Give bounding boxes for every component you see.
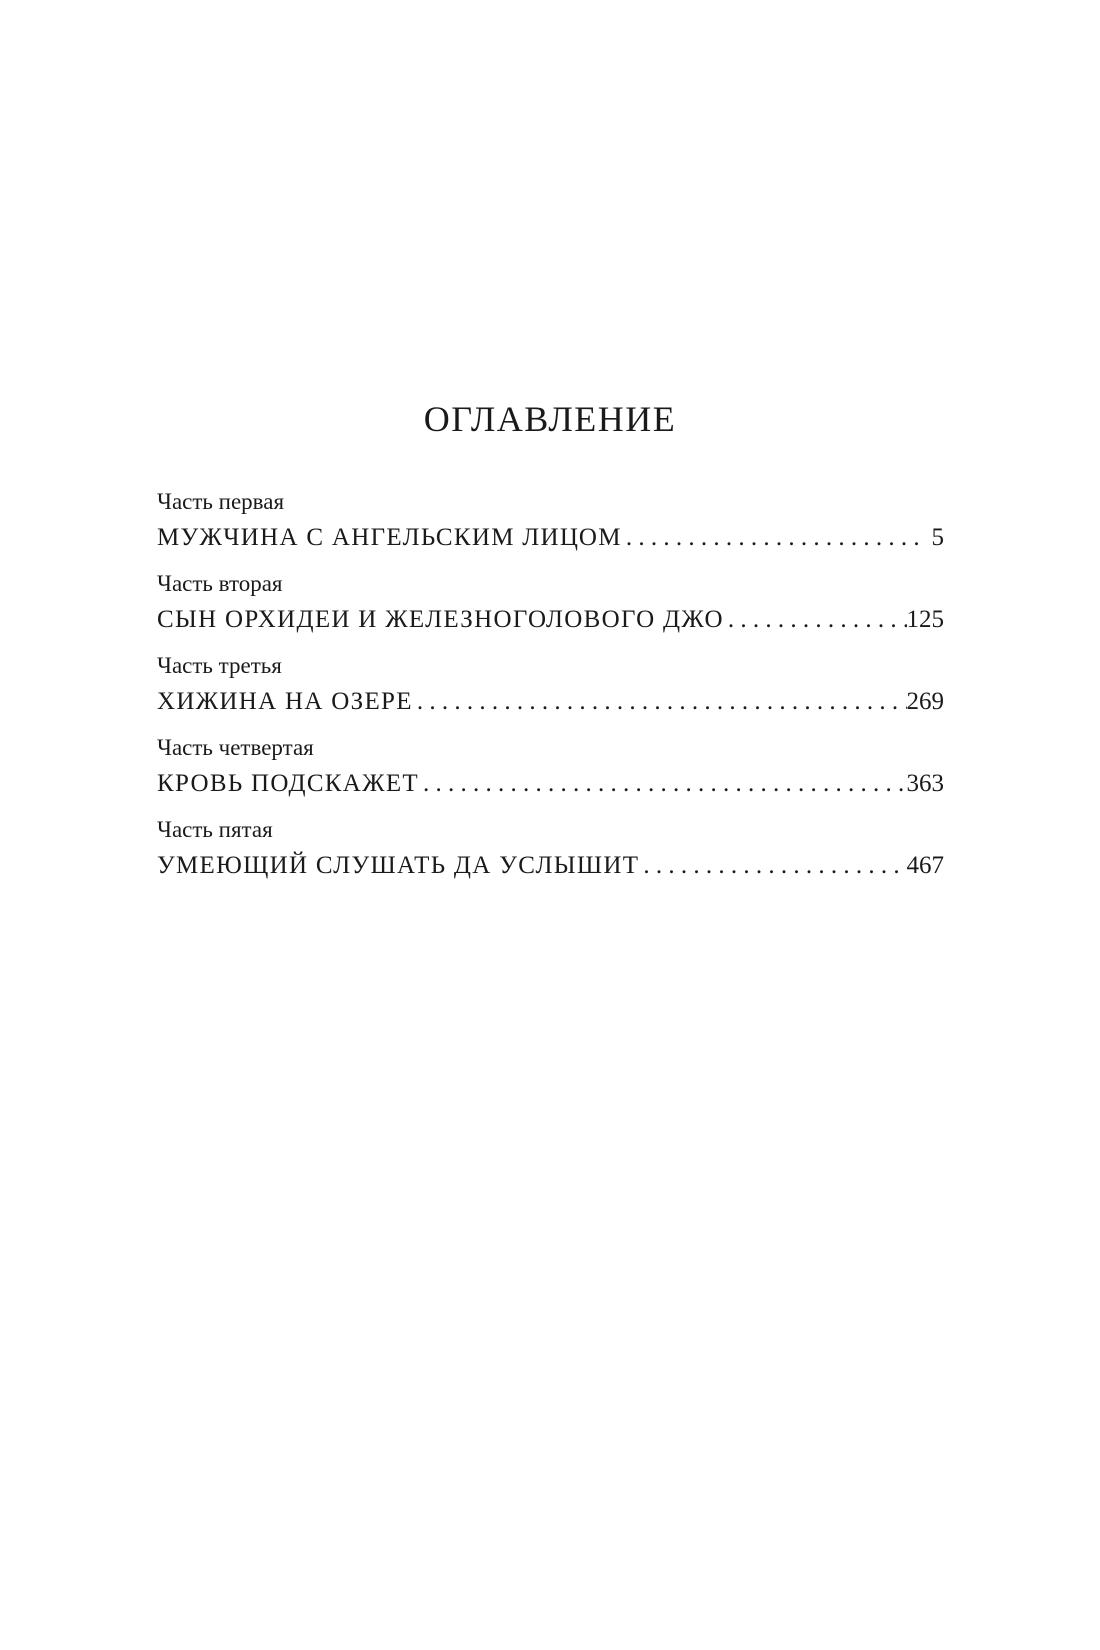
dot-leader <box>419 764 907 804</box>
toc-entry <box>157 486 944 568</box>
part-label: Часть третья <box>157 653 282 678</box>
dot-leader <box>622 518 920 558</box>
toc-line <box>157 846 944 886</box>
part-label: Часть четвертая <box>157 735 314 760</box>
toc-line <box>157 764 944 804</box>
chapter-title: УМЕЮЩИЙ СЛУШАТЬ ДА УСЛЫШИТ <box>157 852 640 879</box>
chapter-title: СЫН ОРХИДЕИ И ЖЕЛЕЗНОГОЛОВОГО ДЖО <box>157 606 724 633</box>
page-number: 5 <box>931 524 944 551</box>
dot-leader <box>413 682 907 722</box>
toc-entry <box>157 732 944 814</box>
dot-leader <box>724 600 907 640</box>
page-title: ОГЛАВЛЕНИЕ <box>423 399 677 439</box>
toc-line <box>157 518 944 558</box>
toc-entry <box>157 814 944 896</box>
part-label: Часть первая <box>157 489 285 514</box>
part-label: Часть пятая <box>157 817 273 842</box>
page-number: 125 <box>906 606 944 633</box>
toc-line <box>157 682 944 722</box>
page-number: 269 <box>906 688 944 715</box>
page-number: 467 <box>906 852 944 879</box>
toc-entry <box>157 568 944 650</box>
chapter-title: КРОВЬ ПОДСКАЖЕТ <box>157 770 419 797</box>
dot-leader <box>639 846 906 886</box>
part-label: Часть вторая <box>157 571 283 596</box>
chapter-title: ХИЖИНА НА ОЗЕРЕ <box>157 688 413 715</box>
page-number: 363 <box>906 770 944 797</box>
toc-entry <box>157 650 944 732</box>
chapter-title: МУЖЧИНА С АНГЕЛЬСКИМ ЛИЦОМ <box>157 524 622 551</box>
table-of-contents <box>157 486 944 896</box>
toc-line <box>157 600 944 640</box>
